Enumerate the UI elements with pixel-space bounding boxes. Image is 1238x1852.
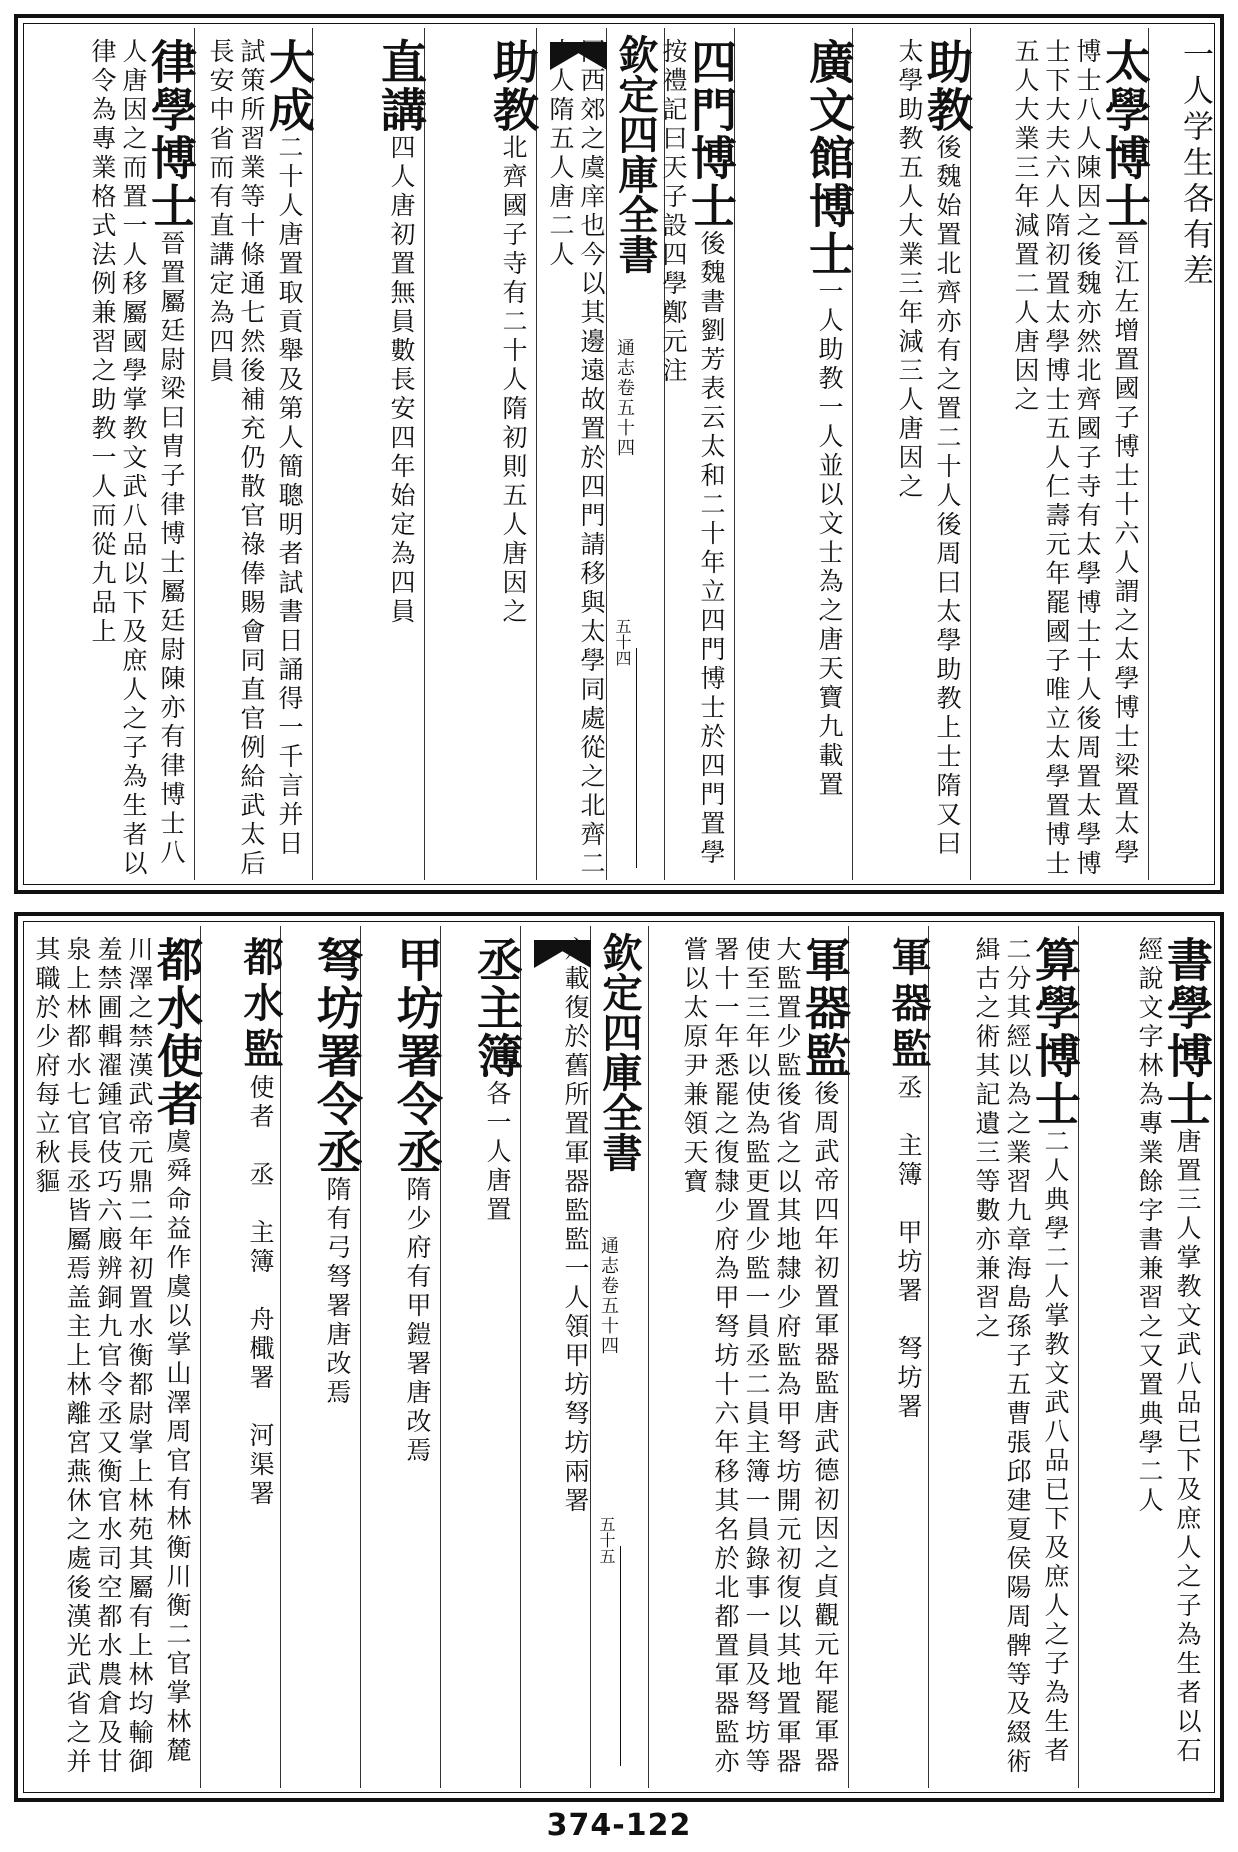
header-title: 欽定四庫全書 [612, 34, 659, 274]
text-column: 六載復於舊所置軍器監監一人領甲坊弩坊兩署 [520, 926, 590, 1788]
page-number: 五十五 [597, 1516, 616, 1564]
volume-label: 通志卷五十四 [614, 338, 635, 458]
header-title: 欽定四庫全書 [596, 932, 643, 1172]
text-column: 書學博士唐置三人掌教文武八品已下及庶人之子為生者以石經說文字林為專業餘字書兼習之又置典學二人 [1078, 926, 1210, 1788]
center-fold [606, 28, 664, 880]
text-column: 甲坊署令丞隋少府有甲鎧署唐改焉 [360, 926, 440, 1788]
page-number: 五十四 [613, 618, 632, 666]
text-column: 軍器監丞 主簿 甲坊署 弩坊署 [848, 926, 928, 1788]
fold-line [636, 648, 637, 868]
text-column: 律學博士晉置屬廷尉梁曰胄子律博士屬廷尉陳亦有律博士八人唐因之而置一人移屬國學掌教文武八品以下及庶人之子為生者以律令為專業格式法例兼習之助教一人而從九品上 [88, 38, 198, 879]
text-column: 都水監使者 丞 主簿 舟檝署 河渠署 [200, 926, 280, 1788]
fold-line [620, 1546, 621, 1766]
text-column: 助教後魏始置北齊亦有之置二十人後周曰太學助教上士隋又曰太學助教五人大業三年減三人唐因之 [852, 28, 970, 880]
upper-page [14, 14, 1224, 894]
page-footer-code: 374-122 [546, 1808, 692, 1843]
text-column: 助教北齊國子寺有二十人隋初則五人唐因之 [424, 28, 536, 880]
text-column: 都水使者虞舜命益作虞以掌山澤周官有林衡川衡二官掌林麓川澤之禁漢武帝元鼎二年初置水衡都尉掌上林苑其屬有上林均輸御羞禁圃輯濯鍾官伎巧六廄辨銅九官令丞又衡官水司空都水農倉及甘泉上林都水七官長丞皆屬焉盖主上林離宮燕休之處後漢光武省之并其職於少府每立秋貙 [32, 936, 204, 1777]
text-column: 太學博士晉江左增置國子博士十六人謂之太學博士梁置太學博士八人陳因之後魏亦然北齊國子寺有太學博士十人後周置太學博士下大夫六人隋初置太學博士五人仁壽元年罷國子唯立太學置博士五人大業三年減置二人唐因之 [970, 28, 1148, 880]
text-column: 丞主簿各一人唐置 [440, 926, 520, 1788]
text-column: 一人学生各有差 [1148, 28, 1210, 880]
text-column: 直講四人唐初置無員數長安四年始定為四員 [312, 28, 424, 880]
text-column: 廣文館博士一人助教一人並以文士為之唐天寶九載置 [734, 28, 852, 880]
volume-label: 通志卷五十四 [598, 1236, 619, 1356]
text-column: 大成二十人唐置取貢舉及第人簡聰明者試書日誦得一千言并日試策所習業等十條通七然後補充仍散官祿俸賜會同直官例給武太后長安中省而有直講定為四員 [194, 28, 312, 880]
text-column: 算學博士二人典學二人掌教文武八品已下及庶人之子為生者二分其經以為之業習九章海島孫子五曹張邱建夏侯陽周髀等及綴術緝古之術其記遺三等數亦兼習之 [928, 926, 1078, 1788]
text-column: 軍器監後周武帝四年初置軍器監唐武德初因之貞觀元年罷軍器大監置少監後省之以其地隸少府監為甲弩坊開元初復以其地置軍器使至三年以使為監更置少監一員丞二員主簿一員錄事一員及弩坊等署十一年悉罷之復隸少府為甲弩坊十六年移其名於北都置軍器監亦嘗以太原尹兼領天寶 [648, 926, 848, 1788]
text-column: 同西郊之虞庠也今以其邊遠故置於四門請移與太學同處從之北齊二十人隋五人唐二人 [536, 28, 606, 880]
lower-page [14, 912, 1224, 1802]
text-column: 四門博士後魏書劉芳表云太和二十年立四門博士於四門置學按禮記曰天子設四學鄭元注 [664, 28, 734, 880]
text-column: 弩坊署令丞隋有弓弩署唐改焉 [280, 926, 360, 1788]
center-fold [590, 926, 648, 1788]
